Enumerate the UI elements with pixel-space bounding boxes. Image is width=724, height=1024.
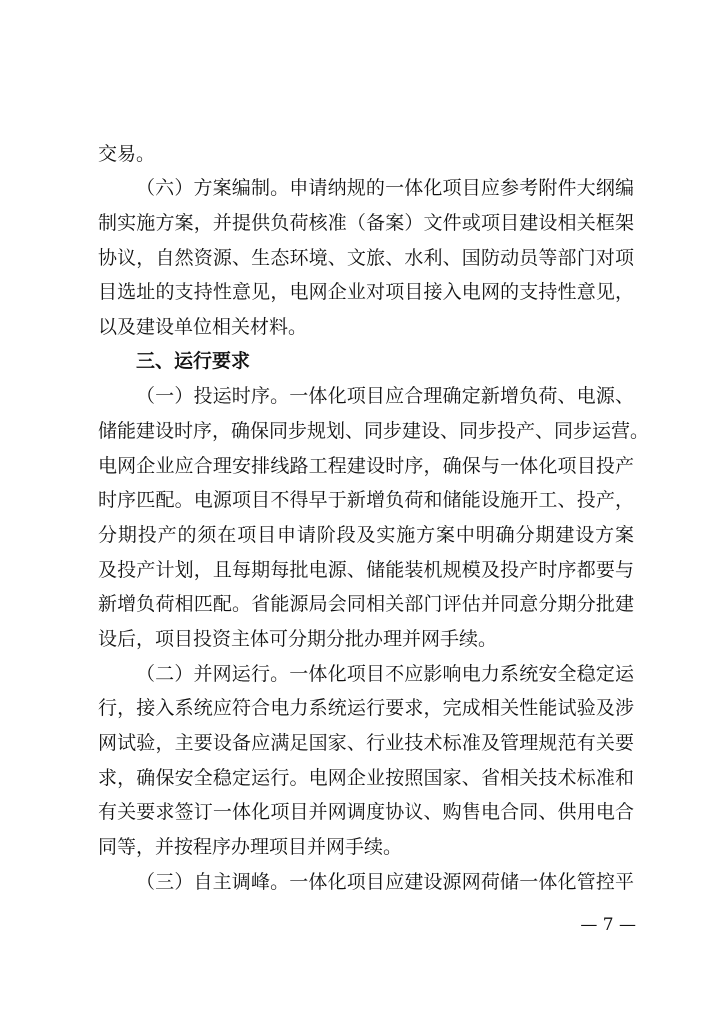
paragraph-line: 及投产计划，且每期每批电源、储能装机规模及投产时序都要与 xyxy=(98,559,634,581)
paragraph-line: 行，接入系统应符合电力系统运行要求，完成相关性能试验及涉 xyxy=(98,697,634,719)
paragraph-line: 分期投产的须在项目申请阶段及实施方案中明确分期建设方案 xyxy=(98,524,634,546)
paragraph-line: （六）方案编制。申请纳规的一体化项目应参考附件大纲编 xyxy=(136,177,634,199)
paragraph-line: 交易。 xyxy=(98,143,156,165)
paragraph-line: 电网企业应合理安排线路工程建设时序，确保与一体化项目投产 xyxy=(98,455,634,477)
paragraph-line: 求，确保安全稳定运行。电网企业按照国家、省相关技术标准和 xyxy=(98,767,634,789)
paragraph-line: 目选址的支持性意见，电网企业对项目接入电网的支持性意见， xyxy=(98,281,634,303)
paragraph-line: 时序匹配。电源项目不得早于新增负荷和储能设施开工、投产， xyxy=(98,489,634,511)
paragraph-line: 协议，自然资源、生态环境、文旅、水利、国防动员等部门对项 xyxy=(98,247,634,269)
paragraph-line: 有关要求签订一体化项目并网调度协议、购售电合同、供用电合 xyxy=(98,801,634,823)
paragraph-line: 以及建设单位相关材料。 xyxy=(98,316,308,338)
page-number: — 7 — xyxy=(580,915,636,935)
paragraph-line: 设后，项目投资主体可分期分批办理并网手续。 xyxy=(98,628,498,650)
paragraph-line: 储能建设时序，确保同步规划、同步建设、同步投产、同步运营。 xyxy=(98,420,650,442)
paragraph-line: （一）投运时序。一体化项目应合理确定新增负荷、电源、 xyxy=(136,385,634,407)
paragraph-line: 制实施方案，并提供负荷核准（备案）文件或项目建设相关框架 xyxy=(98,212,634,234)
paragraph-line: （三）自主调峰。一体化项目应建设源网荷储一体化管控平 xyxy=(136,871,634,893)
section-heading: 三、运行要求 xyxy=(136,350,251,372)
paragraph-line: 网试验，主要设备应满足国家、行业技术标准及管理规范有关要 xyxy=(98,732,634,754)
paragraph-line: 新增负荷相匹配。省能源局会同相关部门评估并同意分期分批建 xyxy=(98,593,634,615)
paragraph-line: 同等，并按程序办理项目并网手续。 xyxy=(98,836,403,858)
paragraph-line: （二）并网运行。一体化项目不应影响电力系统安全稳定运 xyxy=(136,663,634,685)
